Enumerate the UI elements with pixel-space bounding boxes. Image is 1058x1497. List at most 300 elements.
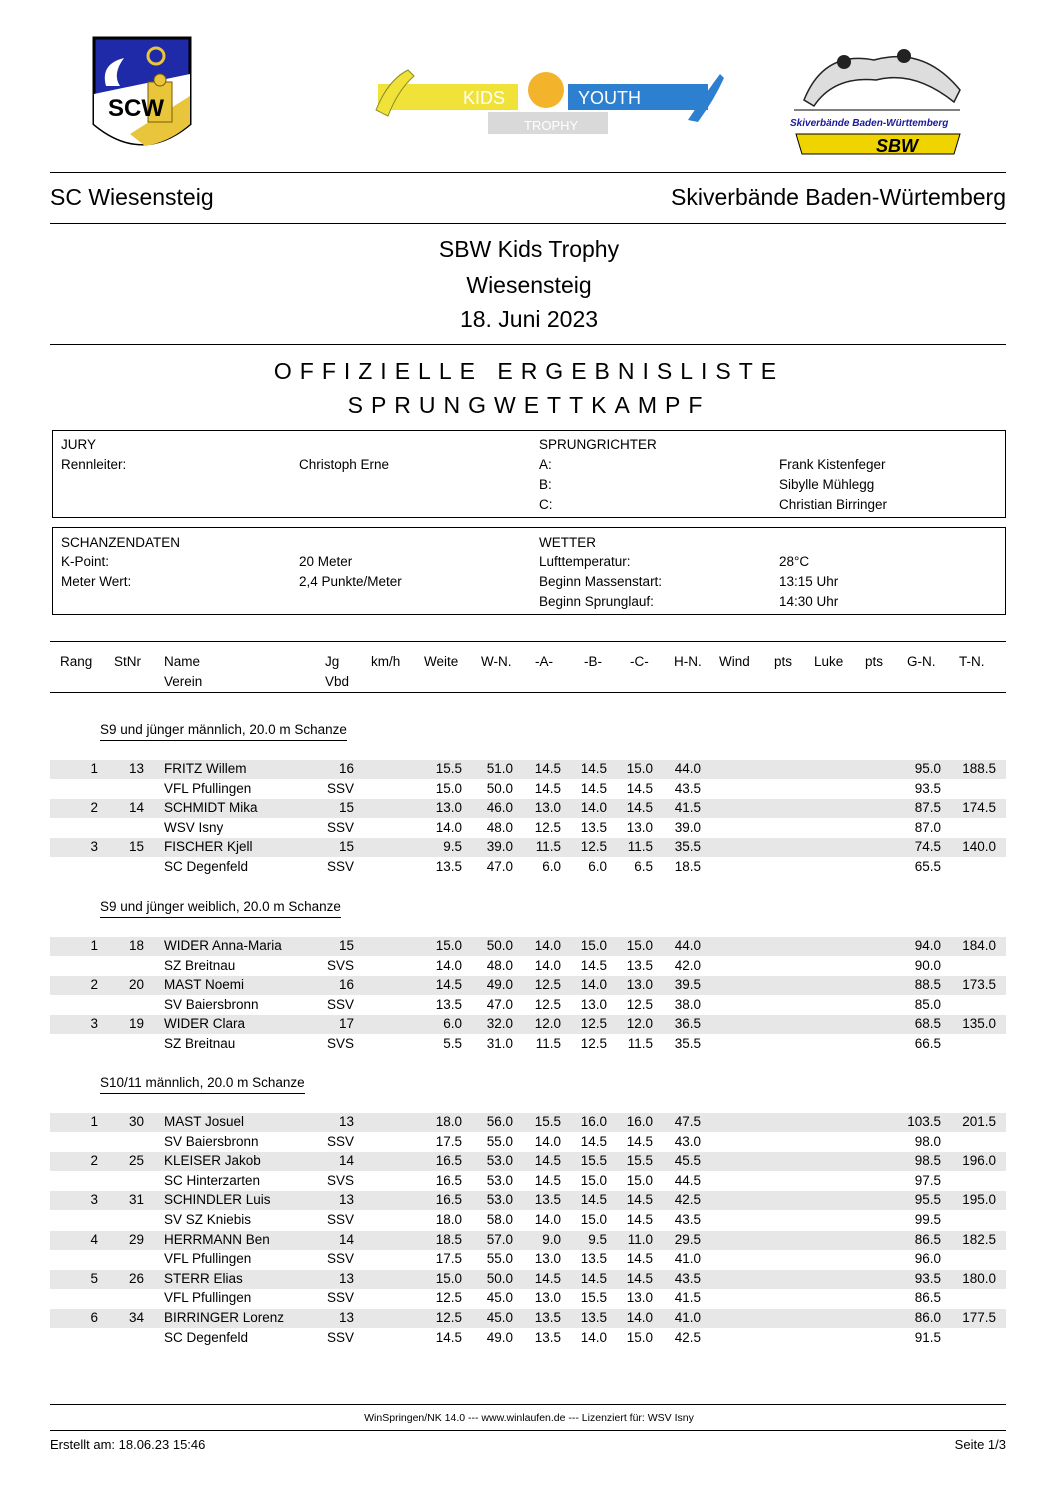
organizer-name: SC Wiesensteig	[50, 184, 214, 210]
round2-hn-cell: 42.0	[674, 957, 701, 973]
table-row	[50, 838, 1006, 857]
round2-hn-cell: 38.0	[674, 996, 701, 1012]
round2-c-cell: 13.0	[626, 819, 653, 835]
round1-hn-cell: 43.5	[674, 1270, 701, 1286]
table-row	[50, 1191, 1006, 1210]
athlete-name: FISCHER Kjell	[164, 839, 253, 855]
club-name: SC Hinterzarten	[164, 1172, 261, 1188]
round1-weite-cell: 15.5	[435, 761, 462, 776]
birth-year-cell: 16	[338, 977, 354, 993]
round1-c-cell: 16.0	[626, 1114, 653, 1129]
association-cell: SSV	[326, 1251, 354, 1267]
kids-youth-trophy-logo	[368, 60, 728, 138]
round2-gn-cell: 86.5	[914, 1290, 941, 1306]
round2-wn-cell: 50.0	[486, 780, 513, 796]
list-title: OFFIZIELLE ERGEBNISLISTE	[273, 358, 785, 384]
round2-hn-cell: 41.5	[674, 1290, 701, 1306]
round1-b-cell: 15.5	[580, 1153, 607, 1169]
club-name: SV SZ Kniebis	[164, 1212, 252, 1227]
round2-a-cell: 14.5	[534, 780, 561, 796]
round2-hn-cell: 43.5	[674, 1212, 701, 1227]
round1-weite-cell: 16.5	[435, 1153, 462, 1169]
round1-b-cell: 12.5	[580, 1016, 607, 1032]
table-row	[50, 760, 1006, 779]
round2-a-cell: 13.5	[534, 1329, 561, 1345]
round2-b-cell: 12.5	[580, 1036, 607, 1051]
round2-wn-cell: 31.0	[486, 1036, 513, 1051]
round1-c-cell: 12.0	[626, 1016, 653, 1032]
judge-c-label: C:	[539, 497, 553, 512]
table-row	[50, 1035, 1006, 1054]
col-gn: G-N.	[907, 654, 936, 669]
athlete-name: MAST Josuel	[164, 1114, 245, 1129]
club-name: VFL Pfullingen	[164, 1290, 252, 1306]
club-name: VFL Pfullingen	[164, 1251, 252, 1267]
category-heading: S9 und jünger weiblich, 20.0 m Schanze	[100, 899, 341, 918]
round1-b-cell: 14.0	[580, 977, 607, 993]
round2-b-cell: 6.0	[588, 859, 607, 874]
association-cell: SSV	[326, 780, 354, 796]
round1-hn-cell: 44.0	[674, 938, 701, 953]
divider-top	[50, 172, 1006, 173]
round2-a-cell: 13.0	[534, 1251, 561, 1267]
created-date: Erstellt am: 18.06.23 15:46	[50, 1437, 206, 1452]
round1-weite-cell: 15.0	[435, 1270, 462, 1286]
sbw-logo-letters: SBW	[876, 136, 918, 156]
rank-cell: 1	[90, 938, 98, 953]
round2-a-cell: 6.0	[542, 859, 561, 874]
round2-hn-cell: 43.0	[674, 1133, 701, 1149]
round1-gn-cell: 95.5	[914, 1192, 941, 1208]
round2-c-cell: 15.0	[626, 1329, 653, 1345]
round2-wn-cell: 49.0	[486, 1329, 513, 1345]
round1-wn-cell: 39.0	[486, 839, 513, 855]
total-points-cell: 188.5	[962, 761, 996, 776]
round2-hn-cell: 42.5	[674, 1329, 701, 1345]
total-points-cell: 201.5	[962, 1114, 996, 1129]
temperature-value: 28°C	[779, 554, 810, 569]
round1-wn-cell: 49.0	[486, 977, 513, 993]
round1-wn-cell: 45.0	[486, 1310, 513, 1325]
round2-wn-cell: 55.0	[486, 1251, 513, 1267]
round2-weite-cell: 17.5	[435, 1133, 462, 1149]
round1-weite-cell: 9.5	[443, 839, 462, 855]
birth-year-cell: 13	[338, 1114, 354, 1129]
round2-b-cell: 14.5	[580, 957, 607, 973]
association-cell: SSV	[326, 1290, 354, 1306]
round2-c-cell: 15.0	[626, 1172, 653, 1188]
birth-year-cell: 15	[338, 938, 354, 953]
round1-c-cell: 15.0	[626, 761, 653, 776]
round2-c-cell: 14.5	[626, 1251, 653, 1267]
round2-gn-cell: 93.5	[914, 780, 941, 796]
youth-text: YOUTH	[578, 88, 641, 108]
start-number-cell: 26	[128, 1270, 144, 1286]
round1-weite-cell: 18.0	[435, 1114, 462, 1129]
birth-year-cell: 14	[338, 1231, 354, 1247]
federation-name: Skiverbände Baden-Würtemberg	[671, 184, 1006, 210]
divider-header	[50, 223, 1006, 224]
start-number-cell: 19	[128, 1016, 144, 1032]
round2-gn-cell: 85.0	[914, 996, 941, 1012]
table-row	[50, 780, 1006, 799]
total-points-cell: 195.0	[962, 1192, 996, 1208]
birth-year-cell: 16	[338, 761, 354, 776]
round1-b-cell: 16.0	[580, 1114, 607, 1129]
race-director-label: Rennleiter:	[61, 457, 127, 472]
event-date: 18. Juni 2023	[459, 306, 599, 332]
logo-c: SCW	[108, 95, 164, 122]
round1-a-cell: 11.5	[535, 839, 561, 855]
start-number-cell: 20	[128, 977, 144, 993]
rank-cell: 3	[90, 1016, 98, 1032]
club-name: SC Degenfeld	[164, 859, 249, 874]
round2-hn-cell: 18.5	[674, 859, 701, 874]
round1-hn-cell: 35.5	[674, 839, 701, 855]
round2-a-cell: 12.5	[534, 996, 561, 1012]
birth-year-cell: 13	[338, 1270, 354, 1286]
col-hn: H-N.	[674, 654, 702, 669]
round2-gn-cell: 87.0	[914, 819, 941, 835]
rank-cell: 2	[90, 800, 98, 816]
association-cell: SSV	[326, 819, 354, 835]
table-row	[50, 1211, 1006, 1230]
start-number-cell: 15	[128, 839, 144, 855]
trophy-text: TROPHY	[524, 118, 579, 133]
round2-a-cell: 14.0	[534, 957, 561, 973]
round2-hn-cell: 35.5	[674, 1036, 701, 1051]
round2-a-cell: 14.5	[534, 1172, 561, 1188]
round1-gn-cell: 103.5	[907, 1114, 941, 1129]
start-number-cell: 34	[128, 1310, 144, 1325]
club-name: SC Degenfeld	[164, 1329, 249, 1345]
col-jg: Jg	[325, 654, 340, 669]
round2-hn-cell: 39.0	[674, 819, 701, 835]
judge-b-value: Sibylle Mühlegg	[779, 477, 875, 492]
round1-wn-cell: 46.0	[486, 800, 513, 816]
round2-b-cell: 13.0	[580, 996, 607, 1012]
round2-weite-cell: 13.5	[435, 859, 462, 874]
total-points-cell: 182.5	[962, 1231, 996, 1247]
col-verein: Verein	[164, 674, 203, 689]
round2-a-cell: 14.0	[534, 1133, 561, 1149]
club-name: WSV Isny	[164, 819, 224, 835]
round2-gn-cell: 99.5	[914, 1212, 941, 1227]
round2-weite-cell: 18.0	[435, 1212, 462, 1227]
table-row	[50, 1250, 1006, 1269]
total-points-cell: 184.0	[962, 938, 996, 953]
col-wind: Wind	[719, 654, 750, 669]
meter-value-label: Meter Wert:	[61, 574, 132, 589]
round2-gn-cell: 66.5	[914, 1036, 941, 1051]
round1-gn-cell: 86.0	[914, 1310, 941, 1325]
round2-c-cell: 13.5	[626, 957, 653, 973]
start-number-cell: 18	[128, 938, 144, 953]
association-cell: SSV	[326, 996, 354, 1012]
col-a: -A-	[535, 654, 553, 669]
round1-c-cell: 13.0	[626, 977, 653, 993]
mass-start-value: 13:15 Uhr	[779, 574, 839, 589]
round1-c-cell: 14.5	[626, 1192, 653, 1208]
association-cell: SVS	[326, 1172, 354, 1188]
weather-heading: WETTER	[539, 535, 596, 550]
round1-c-cell: 14.5	[626, 1270, 653, 1286]
round1-c-cell: 15.0	[626, 938, 653, 953]
total-points-cell: 174.5	[962, 800, 996, 816]
round2-weite-cell: 12.5	[435, 1290, 462, 1306]
divider-footer-bottom	[50, 1430, 1006, 1431]
round1-weite-cell: 16.5	[435, 1192, 462, 1208]
total-points-cell: 180.0	[962, 1270, 996, 1286]
start-number-cell: 25	[128, 1153, 144, 1169]
hill-weather-box	[52, 527, 1006, 615]
mass-start-label: Beginn Massenstart:	[539, 574, 663, 589]
kids-text: KIDS	[463, 88, 506, 108]
round2-a-cell: 12.5	[534, 819, 561, 835]
round2-c-cell: 13.0	[626, 1290, 653, 1306]
round2-b-cell: 14.0	[580, 1329, 607, 1345]
round1-a-cell: 14.5	[534, 761, 561, 776]
round2-wn-cell: 47.0	[486, 996, 513, 1012]
table-row	[50, 1015, 1006, 1034]
race-director-value: Christoph Erne	[299, 457, 390, 472]
round2-c-cell: 14.5	[626, 1133, 653, 1149]
round2-b-cell: 13.5	[580, 1251, 607, 1267]
table-row	[50, 996, 1006, 1015]
table-row	[50, 1309, 1006, 1328]
round2-weite-cell: 15.0	[435, 780, 462, 796]
round1-hn-cell: 42.5	[674, 1192, 701, 1208]
rank-cell: 6	[90, 1310, 98, 1325]
round1-hn-cell: 44.0	[674, 761, 701, 776]
table-row	[50, 799, 1006, 818]
start-number-cell: 14	[128, 800, 144, 816]
divider-title	[50, 344, 1006, 345]
table-row	[50, 937, 1006, 956]
athlete-name: WIDER Clara	[164, 1016, 246, 1032]
table-row	[50, 1231, 1006, 1250]
round2-b-cell: 14.5	[580, 1133, 607, 1149]
round2-wn-cell: 58.0	[486, 1212, 513, 1227]
round1-hn-cell: 41.0	[674, 1310, 701, 1325]
round1-weite-cell: 13.0	[435, 800, 462, 816]
round1-gn-cell: 88.5	[914, 977, 941, 993]
divider-columns-bottom	[50, 692, 1006, 693]
round1-c-cell: 14.5	[626, 800, 653, 816]
club-name: SZ Breitnau	[164, 957, 236, 973]
col-c: -C-	[630, 654, 649, 669]
divider-footer	[50, 1404, 1006, 1405]
round1-wn-cell: 50.0	[486, 938, 513, 953]
round2-gn-cell: 90.0	[914, 957, 941, 973]
software-notice: WinSpringen/NK 14.0 --- www.winlaufen.de --- Lizenziert für: WSV Isny	[364, 1412, 694, 1424]
temperature-label: Lufttemperatur:	[539, 554, 631, 569]
jury-box	[52, 430, 1006, 518]
round1-gn-cell: 68.5	[914, 1016, 941, 1032]
round1-c-cell: 15.5	[626, 1153, 653, 1169]
birth-year-cell: 17	[338, 1016, 354, 1032]
athlete-name: KLEISER Jakob	[164, 1153, 261, 1169]
round2-wn-cell: 55.0	[486, 1133, 513, 1149]
total-points-cell: 135.0	[962, 1016, 996, 1032]
rank-cell: 3	[90, 1192, 98, 1208]
category-heading: S9 und jünger männlich, 20.0 m Schanze	[100, 722, 347, 741]
start-number-cell: 29	[128, 1231, 144, 1247]
athlete-name: HERRMANN Ben	[164, 1231, 270, 1247]
birth-year-cell: 15	[338, 839, 354, 855]
round2-wn-cell: 45.0	[486, 1290, 513, 1306]
round1-hn-cell: 39.5	[674, 977, 701, 993]
table-row	[50, 819, 1006, 838]
round1-weite-cell: 18.5	[435, 1231, 462, 1247]
round2-b-cell: 13.5	[580, 819, 607, 835]
table-row	[50, 1172, 1006, 1191]
round1-gn-cell: 95.0	[914, 761, 941, 776]
round1-weite-cell: 14.5	[435, 977, 462, 993]
association-cell: SVS	[326, 1036, 354, 1051]
round1-b-cell: 14.0	[580, 800, 607, 816]
judge-c-value: Christian Birringer	[779, 497, 888, 512]
col-rang: Rang	[60, 654, 93, 669]
event-place: Wiesensteig	[466, 272, 592, 298]
round2-gn-cell: 97.5	[914, 1172, 941, 1188]
table-row	[50, 858, 1006, 877]
club-name: SV Baiersbronn	[164, 1133, 259, 1149]
round1-hn-cell: 41.5	[674, 800, 701, 816]
round1-gn-cell: 93.5	[914, 1270, 941, 1286]
kpoint-label: K-Point:	[61, 554, 110, 569]
col-wn: W-N.	[481, 654, 512, 669]
round2-weite-cell: 13.5	[435, 996, 462, 1012]
round1-wn-cell: 51.0	[486, 761, 513, 776]
round1-gn-cell: 94.0	[914, 938, 941, 953]
page-number: Seite 1/3	[954, 1437, 1006, 1452]
divider-columns-top	[50, 641, 1006, 642]
round1-b-cell: 15.0	[580, 938, 607, 953]
round1-b-cell: 9.5	[588, 1231, 607, 1247]
table-row	[50, 957, 1006, 976]
table-row	[50, 1133, 1006, 1152]
round2-c-cell: 11.5	[627, 1036, 653, 1051]
col-luke: Luke	[814, 654, 844, 669]
round2-weite-cell: 16.5	[435, 1172, 462, 1188]
association-cell: SSV	[326, 1133, 354, 1149]
round1-b-cell: 12.5	[580, 839, 607, 855]
birth-year-cell: 15	[338, 800, 354, 816]
round2-b-cell: 15.0	[580, 1212, 607, 1227]
round2-weite-cell: 17.5	[435, 1251, 462, 1267]
col-pts-luke: pts	[865, 654, 884, 669]
athlete-name: BIRRINGER Lorenz	[164, 1310, 285, 1325]
judges-heading: SPRUNGRICHTER	[539, 437, 657, 452]
table-row	[50, 1289, 1006, 1308]
col-name: Name	[164, 654, 201, 669]
total-points-cell: 140.0	[962, 839, 996, 855]
table-row	[50, 1113, 1006, 1132]
round2-weite-cell: 14.0	[435, 819, 462, 835]
round2-b-cell: 15.5	[580, 1290, 607, 1306]
round2-hn-cell: 43.5	[674, 780, 701, 796]
round1-c-cell: 11.5	[627, 839, 653, 855]
total-points-cell: 173.5	[962, 977, 996, 993]
round2-wn-cell: 48.0	[486, 819, 513, 835]
round2-gn-cell: 65.5	[914, 859, 941, 874]
round2-b-cell: 14.5	[580, 780, 607, 796]
round1-wn-cell: 57.0	[486, 1231, 513, 1247]
event-title: SBW Kids Trophy	[438, 236, 620, 262]
start-number-cell: 13	[128, 761, 144, 776]
start-number-cell: 31	[128, 1192, 144, 1208]
round2-a-cell: 11.5	[535, 1036, 561, 1051]
round1-hn-cell: 36.5	[674, 1016, 701, 1032]
association-cell: SSV	[326, 1212, 354, 1227]
athlete-name: FRITZ Willem	[164, 761, 247, 776]
round2-c-cell: 14.5	[626, 1212, 653, 1227]
sbw-logo-caption: Skiverbände Baden-Württemberg	[790, 118, 949, 129]
round2-weite-cell: 5.5	[443, 1036, 462, 1051]
list-subtitle: SPRUNGWETTKAMPF	[347, 392, 711, 418]
birth-year-cell: 14	[338, 1153, 354, 1169]
round1-hn-cell: 45.5	[674, 1153, 701, 1169]
col-b: -B-	[584, 654, 602, 669]
rank-cell: 5	[90, 1270, 98, 1286]
round2-weite-cell: 14.5	[435, 1329, 462, 1345]
hill-heading: SCHANZENDATEN	[61, 535, 181, 550]
round1-wn-cell: 32.0	[486, 1016, 513, 1032]
rank-cell: 2	[90, 1153, 98, 1169]
round2-c-cell: 6.5	[634, 859, 653, 874]
col-tn: T-N.	[959, 654, 985, 669]
sc-wiesensteig-logo	[90, 34, 194, 154]
round1-b-cell: 14.5	[580, 1270, 607, 1286]
club-name: VFL Pfullingen	[164, 780, 252, 796]
rank-cell: 3	[90, 839, 98, 855]
round2-hn-cell: 41.0	[674, 1251, 701, 1267]
athlete-name: STERR Elias	[164, 1270, 243, 1286]
round1-weite-cell: 15.0	[435, 938, 462, 953]
round2-gn-cell: 98.0	[914, 1133, 941, 1149]
table-row	[50, 1270, 1006, 1289]
round1-a-cell: 12.0	[534, 1016, 561, 1032]
round2-wn-cell: 47.0	[486, 859, 513, 874]
total-points-cell: 196.0	[962, 1153, 996, 1169]
judge-a-label: A:	[539, 457, 552, 472]
round1-a-cell: 15.5	[534, 1114, 561, 1129]
jury-heading: JURY	[61, 437, 97, 452]
rank-cell: 2	[90, 977, 98, 993]
round1-wn-cell: 53.0	[486, 1153, 513, 1169]
birth-year-cell: 13	[338, 1310, 354, 1325]
association-cell: SSV	[326, 1329, 354, 1345]
round1-a-cell: 12.5	[534, 977, 561, 993]
table-row	[50, 1152, 1006, 1171]
round1-hn-cell: 47.5	[674, 1114, 701, 1129]
round2-wn-cell: 53.0	[486, 1172, 513, 1188]
round1-a-cell: 14.0	[534, 938, 561, 953]
round1-a-cell: 13.0	[534, 800, 561, 816]
birth-year-cell: 13	[338, 1192, 354, 1208]
round1-wn-cell: 50.0	[486, 1270, 513, 1286]
round2-gn-cell: 96.0	[914, 1251, 941, 1267]
round2-b-cell: 15.0	[580, 1172, 607, 1188]
kpoint-value: 20 Meter	[299, 554, 353, 569]
round1-a-cell: 13.5	[534, 1192, 561, 1208]
total-points-cell: 177.5	[962, 1310, 996, 1325]
round1-b-cell: 13.5	[580, 1310, 607, 1325]
round2-weite-cell: 14.0	[435, 957, 462, 973]
round1-a-cell: 14.5	[534, 1153, 561, 1169]
sbw-logo	[784, 40, 970, 158]
